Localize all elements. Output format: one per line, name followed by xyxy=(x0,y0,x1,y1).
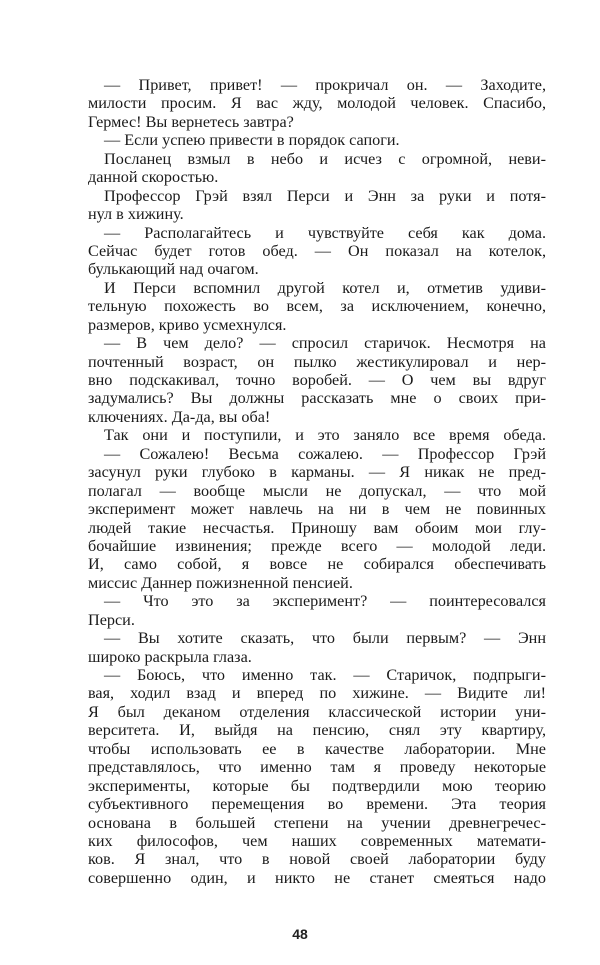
text-line: — Вы хотите сказать, что были первым? — Энн xyxy=(104,629,546,648)
text-line: Гермес! Вы вернетесь завтра? xyxy=(88,112,294,131)
text-line: людей такие несчастья. Приношу вам обоим мои глу- xyxy=(88,518,546,537)
text-line: милости просим. Я вас жду, молодой человек. Спасибо, xyxy=(88,94,546,113)
text-line: нул в хижину. xyxy=(88,205,184,224)
text-line: основана в большей степени на учении древнегречес- xyxy=(88,813,546,832)
text-line: И Перси вспомнил другой котел и, отметив удиви- xyxy=(104,278,546,297)
text-line: чтобы использовать ее в качестве лаборатории. Мне xyxy=(88,739,546,758)
text-line: представлялось, что именно там я проведу некоторые xyxy=(88,758,546,777)
text-line: — Что это за эксперимент? — поинтересовался xyxy=(104,592,546,611)
text-line: совершенно один, и никто не станет смеяться надо xyxy=(88,868,546,887)
text-line: ких философов, чем наших современных математи- xyxy=(88,831,546,850)
text-line: Профессор Грэй взял Перси и Энн за руки и потя- xyxy=(104,186,546,205)
text-line: — Располагайтесь и чувствуйте себя как дома. xyxy=(104,223,546,242)
text-line: Так они и поступили, и это заняло все время обеда. xyxy=(104,426,546,445)
text-line: вая, ходил взад и вперед по хижине. — Видите ли! xyxy=(88,684,546,703)
text-line: эксперимент может навлечь на ни в чем не повинных xyxy=(88,500,546,519)
text-line: полагал — вообще мысли не допускал, — что мой xyxy=(88,481,546,500)
text-line: эксперименты, которые бы подтвердили мою теорию xyxy=(88,776,546,795)
text-line: Сейчас будет готов обед. — Он показал на котелок, xyxy=(88,241,546,260)
book-page-text xyxy=(88,76,546,887)
text-line: — В чем дело? — спросил старичок. Несмотря на xyxy=(104,334,546,353)
text-line: тельную похожесть во всем, за исключением, конечно, xyxy=(88,297,546,316)
text-line: засунул руки глубоко в карманы. — Я никак не пред- xyxy=(88,463,546,482)
text-line: миссис Даннер пожизненной пенсией. xyxy=(88,573,353,592)
text-line: размеров, криво усмехнулся. xyxy=(88,315,287,334)
text-line: ков. Я знал, что в новой своей лаборатории буду xyxy=(88,850,546,869)
text-line: — Сожалею! Весьма сожалею. — Профессор Грэй xyxy=(104,444,546,463)
text-line: Посланец взмыл в небо и исчез с огромной, неви- xyxy=(104,149,546,168)
text-line: широко раскрыла глаза. xyxy=(88,647,252,666)
text-line: Я был деканом отделения классической истории уни- xyxy=(88,702,546,721)
text-line: — Привет, привет! — прокричал он. — Заходите, xyxy=(104,76,546,94)
text-line: булькающий над очагом. xyxy=(88,260,259,279)
text-line: — Если успею привести в порядок сапоги. xyxy=(104,131,400,150)
text-line: верситета. И, выйдя на пенсию, снял эту квартиру, xyxy=(88,721,546,740)
text-line: почтенный возраст, он пылко жестикулировал и нер- xyxy=(88,352,546,371)
text-line: субъективного перемещения во времени. Эта теория xyxy=(88,795,546,814)
text-line: И, само собой, я вовсе не собирался обеспечивать xyxy=(88,555,546,574)
text-line: данной скоростью. xyxy=(88,168,219,187)
text-line: задумались? Вы должны рассказать мне о своих при- xyxy=(88,389,546,408)
text-line: бочайшие извинения; прежде всего — молодой леди. xyxy=(88,536,546,555)
text-line: вно подскакивал, точно воробей. — О чем вы вдруг xyxy=(88,371,546,389)
text-line: — Боюсь, что именно так. — Старичок, подпрыги- xyxy=(104,666,546,684)
text-line: ключениях. Да-да, вы оба! xyxy=(88,407,271,426)
text-line: Перси. xyxy=(88,610,135,629)
page-number: 48 xyxy=(292,926,308,942)
